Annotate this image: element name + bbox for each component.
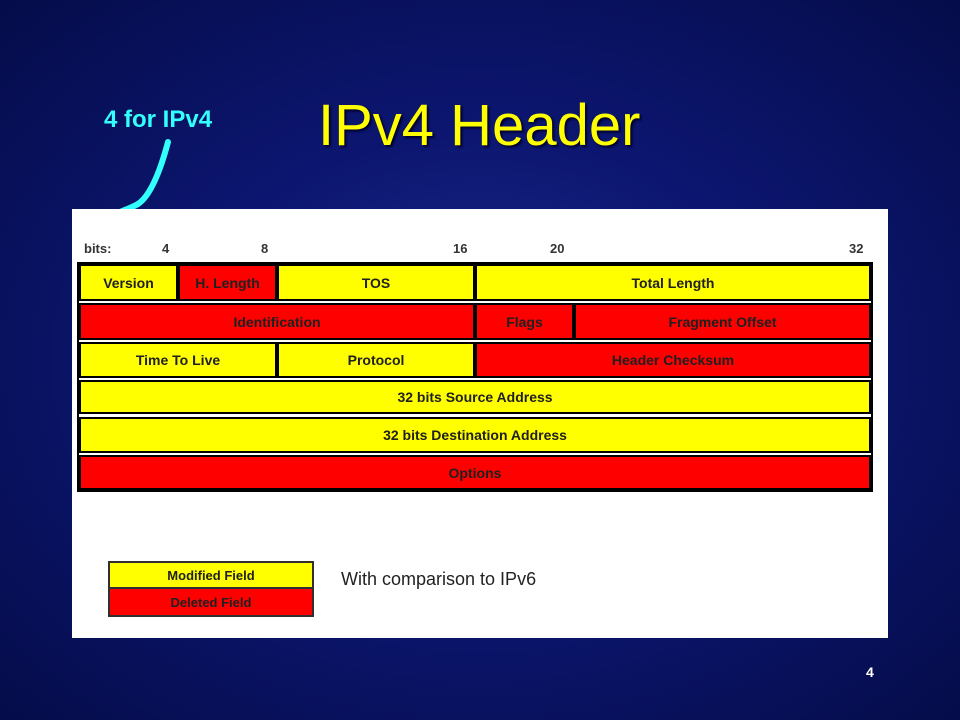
bit-label-8: 8 [261, 241, 269, 256]
bit-label-20: 20 [550, 241, 565, 256]
field-identification: Identification [79, 303, 475, 340]
legend-modified: Modified Field [108, 561, 314, 589]
field-fragment-offset: Fragment Offset [574, 303, 871, 340]
field-destination-address: 32 bits Destination Address [79, 417, 871, 453]
bit-label-bits: bits: [84, 241, 112, 256]
slide-title: IPv4 Header [318, 93, 641, 158]
field-total-length: Total Length [475, 264, 871, 301]
header-diagram-panel [72, 209, 888, 638]
field-header-checksum: Header Checksum [475, 342, 871, 378]
field-source-address: 32 bits Source Address [79, 380, 871, 414]
bit-label-16: 16 [453, 241, 468, 256]
field-tos: TOS [277, 264, 475, 301]
version-callout-label: 4 for IPv4 [104, 106, 213, 133]
field-flags: Flags [475, 303, 574, 340]
bit-label-4: 4 [162, 241, 170, 256]
page-number: 4 [866, 664, 874, 680]
field-options: Options [79, 455, 871, 490]
field-header-length: H. Length [178, 264, 277, 301]
field-time-to-live: Time To Live [79, 342, 277, 378]
field-version: Version [79, 264, 178, 301]
bit-label-32: 32 [849, 241, 864, 256]
field-protocol: Protocol [277, 342, 475, 378]
legend-deleted: Deleted Field [108, 587, 314, 617]
legend-note: With comparison to IPv6 [341, 569, 537, 589]
